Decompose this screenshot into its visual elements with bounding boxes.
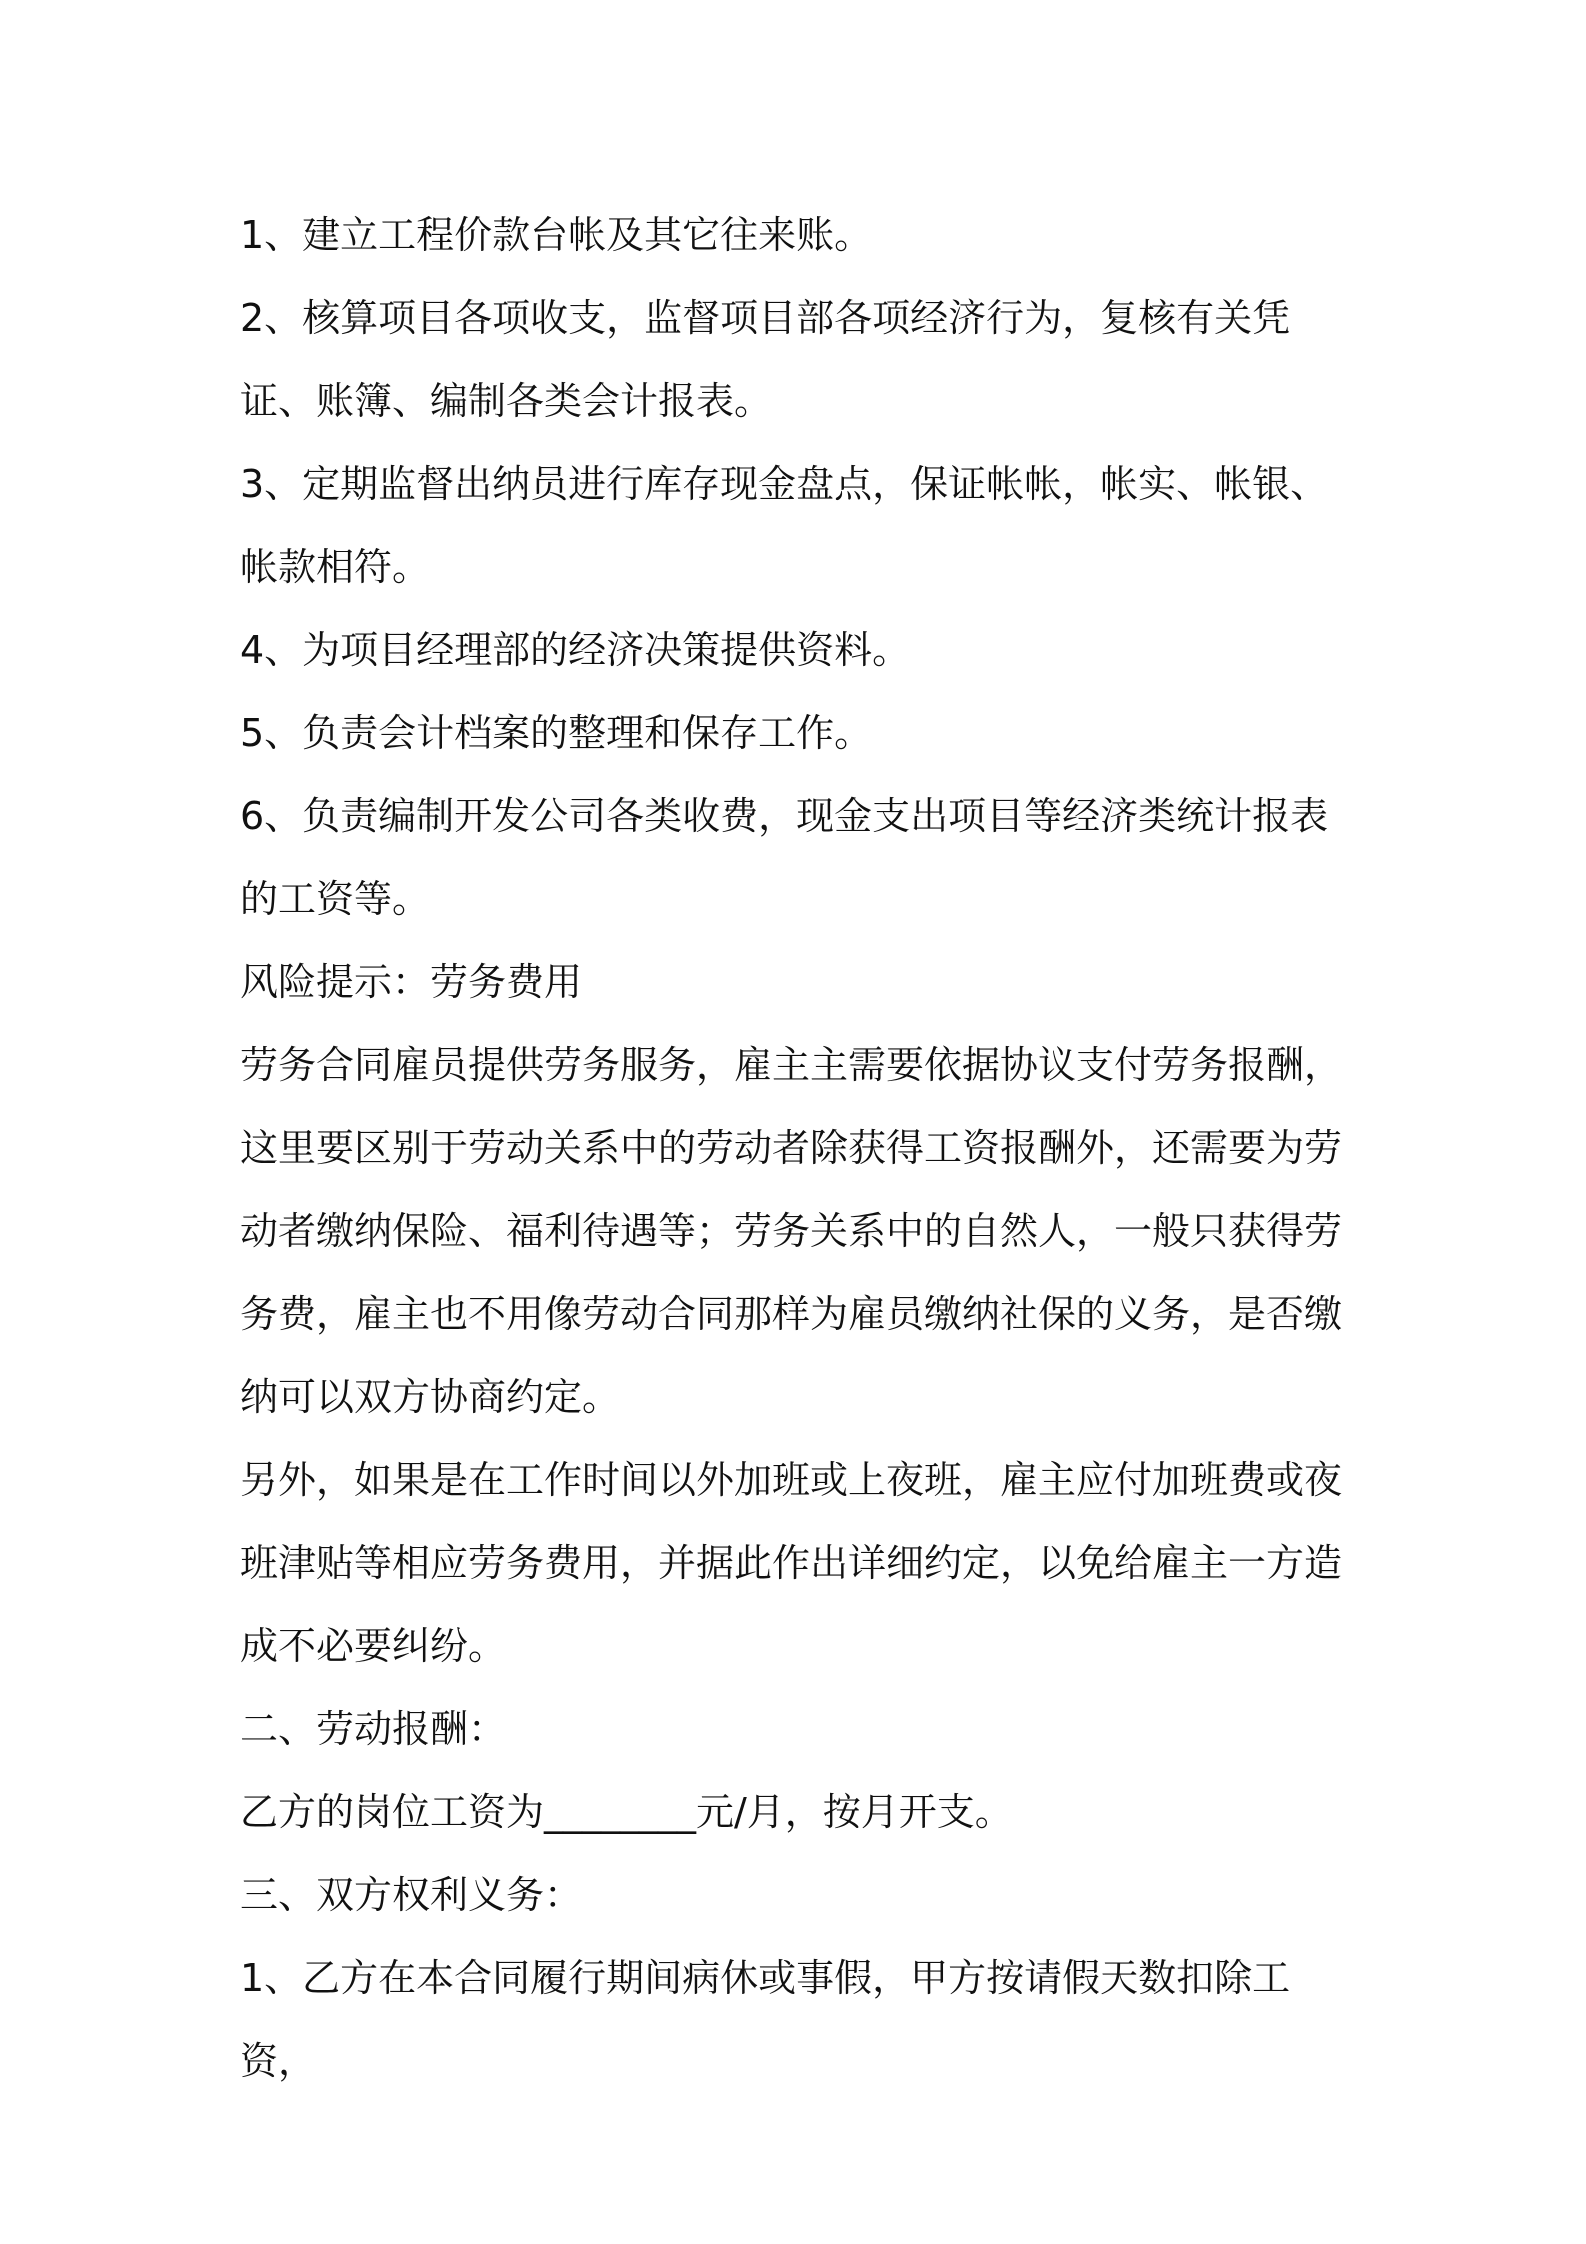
risk-heading: 风险提示：劳务费用 [240,960,583,1004]
rights-item-1: 1、乙方在本合同履行期间病休或事假，甲方按请假天数扣除工资， [240,1956,1291,2083]
section-heading-remuneration: 二、劳动报酬： [240,1707,507,1751]
duty-item-5: 5、负责会计档案的整理和保存工作。 [240,711,873,755]
duty-item-2: 2、核算项目各项收支，监督项目部各项经济行为，复核有关凭证、账簿、编制各类会计报表。 [240,296,1291,423]
duty-item-6: 6、负责编制开发公司各类收费，现金支出项目等经济类统计报表的工资等。 [240,794,1329,921]
risk-paragraph-2: 另外，如果是在工作时间以外加班或上夜班，雇主应付加班费或夜班津贴等相应劳务费用，并据此作出详细约定，以免给雇主一方造成不必要纠纷。 [240,1458,1343,1668]
duty-item-1: 1、建立工程价款台帐及其它往来账。 [240,213,873,257]
document-body [240,194,1350,2103]
duty-item-4: 4、为项目经理部的经济决策提供资料。 [240,628,911,672]
duty-item-3: 3、定期监督出纳员进行库存现金盘点，保证帐帐，帐实、帐银、帐款相符。 [240,462,1329,589]
risk-paragraph-1: 劳务合同雇员提供劳务服务，雇主主需要依据协议支付劳务报酬，这里要区别于劳动关系中的劳动者除获得工资报酬外，还需要为劳动者缴纳保险、福利待遇等；劳务关系中的自然人，一般只获得劳务费，雇主也不用像劳动合同那样为雇员缴纳社保的义务，是否缴纳可以双方协商约定。 [240,1043,1343,1419]
section-heading-rights: 三、双方权利义务： [240,1873,583,1917]
salary-line: 乙方的岗位工资为________元/月，按月开支。 [240,1790,1013,1834]
